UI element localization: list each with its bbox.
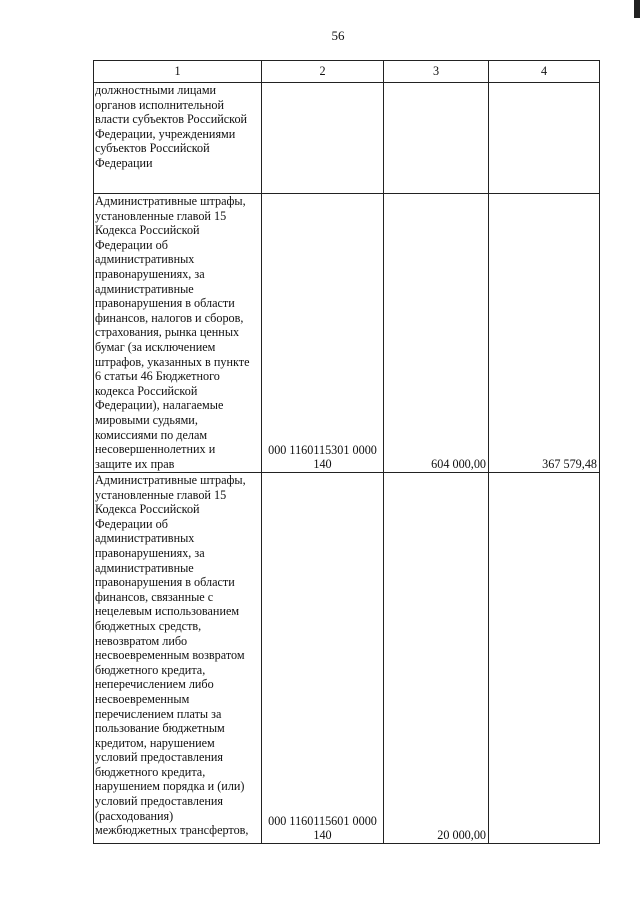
row-description: Административные штрафы, установленные главой 15 Кодекса Российской Федерации об административных правонарушениях, за административные правонарушения в области финансов, налогов и сборов, страхования, рынка ценных бумаг (за исключением штрафов, указанных в пункте 6 статьи 46 Бюджетного кодекса Российской Федерации), налагаемые мировыми судьями, комиссиями по делам несовершеннолетних и защите их прав <box>94 194 262 473</box>
row-code: 000 1160115301 0000 140 <box>262 194 384 473</box>
table-header-row <box>94 61 600 83</box>
row-code: 000 1160115601 0000 140 <box>262 473 384 844</box>
table-row <box>94 83 600 194</box>
row-description: должностными лицами органов исполнительной власти субъектов Российской Федерации, учреждениями субъектов Российской Федерации <box>94 83 262 194</box>
scan-edge-mark <box>634 0 640 18</box>
column-header-2: 2 <box>262 61 384 83</box>
row-actual-amount <box>489 473 600 844</box>
row-plan-amount <box>384 83 489 194</box>
table-row <box>94 194 600 473</box>
budget-table <box>93 60 600 844</box>
row-plan-amount: 604 000,00 <box>384 194 489 473</box>
row-code <box>262 83 384 194</box>
row-plan-amount: 20 000,00 <box>384 473 489 844</box>
column-header-1: 1 <box>94 61 262 83</box>
page-number: 56 <box>331 28 345 43</box>
column-header-3: 3 <box>384 61 489 83</box>
row-actual-amount <box>489 83 600 194</box>
row-description: Административные штрафы, установленные главой 15 Кодекса Российской Федерации об административных правонарушениях, за административные правонарушения в области финансов, связанные с нецелевым использованием бюджетных средств, невозвратом либо несвоевременным возвратом бюджетного кредита, неперечислением либо несвоевременным перечислением платы за пользование бюджетным кредитом, нарушением условий предоставления бюджетного кредита, нарушением порядка и (или) условий предоставления (расходования) межбюджетных трансфертов, <box>94 473 262 844</box>
column-header-4: 4 <box>489 61 600 83</box>
table-row <box>94 473 600 844</box>
row-actual-amount: 367 579,48 <box>489 194 600 473</box>
